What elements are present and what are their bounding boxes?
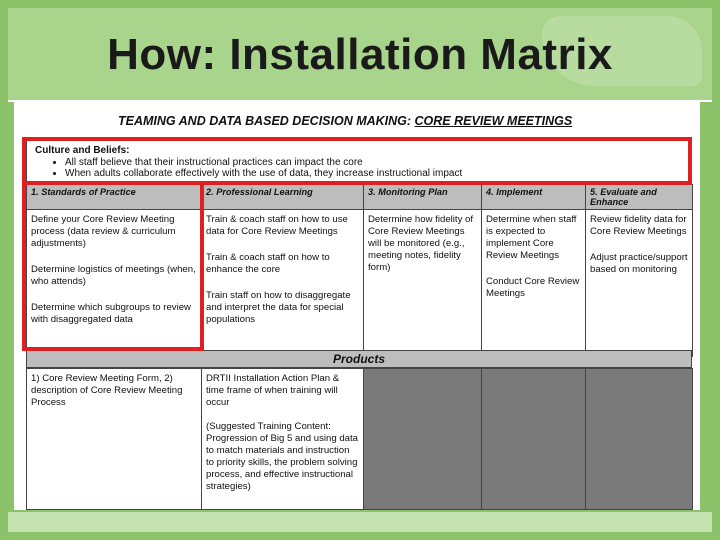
cell-item: Define your Core Review Meeting process (data review & curriculum adjustments)	[31, 214, 176, 249]
cell-item: DRTII Installation Action Plan & time frame of when training will occur	[206, 373, 340, 408]
products-heading: Products	[26, 350, 692, 368]
products-table	[26, 368, 693, 510]
professional-learning-cell	[202, 210, 364, 357]
products-shaded-cell	[482, 369, 586, 510]
cell-item: Conduct Core Review Meetings	[486, 276, 580, 299]
cell-item: Determine logistics of meetings (when, who attends)	[31, 264, 196, 287]
products-row	[27, 369, 693, 510]
cell-item: Train staff on how to disaggregate and interpret the data for special populations	[206, 290, 351, 325]
document-title-underlined: CORE REVIEW MEETINGS	[414, 114, 573, 128]
evaluate-cell	[586, 210, 693, 357]
culture-heading: Culture and Beliefs:	[35, 145, 130, 156]
culture-bullet: • All staff believe that their instructional practices can impact the core	[65, 157, 683, 168]
column-header: 2. Professional Learning	[202, 185, 364, 210]
bottom-band	[8, 512, 712, 532]
cell-item: Determine how fidelity of Core Review Meetings will be monitored (e.g., meeting notes, fidelity form)	[368, 214, 474, 273]
column-header: 3. Monitoring Plan	[364, 185, 482, 210]
cell-item: Train & coach staff on how to enhance the core	[206, 252, 330, 275]
products-shaded-cell	[586, 369, 693, 510]
cell-item: Adjust practice/support based on monitoring	[590, 252, 688, 275]
cell-item: Determine which subgroups to review with disaggregated data	[31, 302, 191, 325]
column-header: 5. Evaluate and Enhance	[586, 185, 693, 210]
products-shaded-cell	[364, 369, 482, 510]
document-title-prefix: TEAMING AND DATA BASED DECISION MAKING:	[118, 114, 415, 128]
document-title	[118, 114, 572, 128]
highlight-box-standards	[22, 185, 204, 351]
column-header: 1. Standards of Practice	[27, 185, 202, 210]
highlight-box-culture	[22, 137, 692, 185]
slide-title: How: Installation Matrix	[107, 30, 613, 79]
cell-item: (Suggested Training Content: Progression of Big 5 and using data to match materials and instruction to priority skills, the problem solving process, and effective instructional strategies)	[206, 421, 359, 492]
cell-item: 1) Core Review Meeting Form, 2) description of Core Review Meeting Process	[31, 373, 183, 408]
products-cell	[27, 369, 202, 510]
implement-cell	[482, 210, 586, 357]
products-cell	[202, 369, 364, 510]
cell-item: Determine when staff is expected to implement Core Review Meetings	[486, 214, 577, 261]
cell-item: Review fidelity data for Core Review Meetings	[590, 214, 687, 237]
culture-bullet: • When adults collaborate effectively with the use of data, they increase instructional impact	[65, 168, 683, 179]
column-header: 4. Implement	[482, 185, 586, 210]
title-banner	[8, 8, 712, 100]
monitoring-plan-cell	[364, 210, 482, 357]
cell-item: Train & coach staff on how to use data for Core Review Meetings	[206, 214, 348, 237]
